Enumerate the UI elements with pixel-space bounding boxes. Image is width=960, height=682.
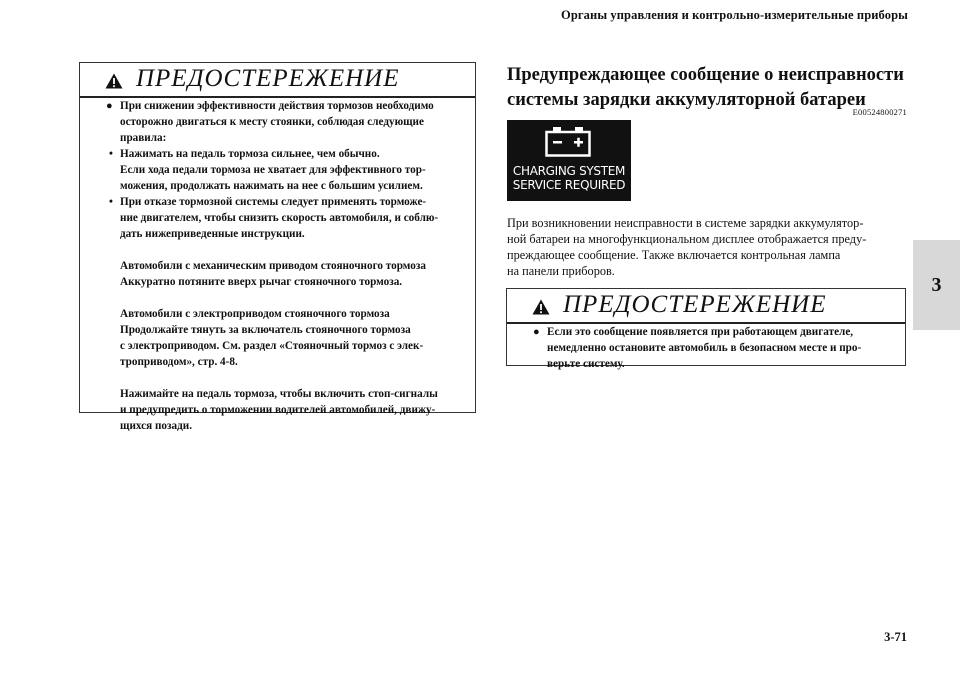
text-line: верьте систему. (547, 358, 625, 370)
running-header: Органы управления и контрольно-измерительные приборы (561, 8, 908, 22)
text-line: и предупредить о торможении водителей автомобилей, движу- (120, 404, 436, 416)
bullet-item (533, 324, 891, 372)
text-line: дать нижеприведенные инструкции. (120, 228, 305, 240)
text-line: • Нажимать на педаль тормоза сильнее, чем обычно. (120, 148, 380, 160)
text-line: с электроприводом. См. раздел «Стояночный тормоз с элек- (120, 340, 424, 352)
subsection-heading: Автомобили с электроприводом стояночного тормоза (120, 308, 390, 320)
text-line: правила: (120, 132, 167, 144)
text-line: можения, продолжать нажимать на нее с большим усилием. (120, 180, 423, 192)
warning-triangle-icon (532, 299, 550, 315)
section-title-line: системы зарядки аккумуляторной батареи (507, 90, 866, 110)
sub-bullet-item (106, 146, 461, 194)
warning-box-brakes (79, 62, 476, 432)
text-line: При возникновении неисправности в системе зарядки аккумулятор- (507, 216, 864, 230)
section-title (507, 63, 907, 113)
text-line: ● Если это сообщение появляется при работающем двигателе, (547, 326, 854, 338)
text-line: щихся позади. (120, 420, 193, 432)
section-title-line: Предупреждающее сообщение о неисправности (507, 65, 904, 85)
warning-triangle-icon (105, 73, 123, 89)
text-line: Если хода педали тормоза не хватает для эффективного тор- (120, 164, 426, 176)
display-message (507, 164, 631, 192)
display-line: SERVICE REQUIRED (512, 178, 626, 192)
text-line: на панели приборов. (507, 264, 615, 278)
warning-title: ПРЕДОСТЕРЕЖЕНИЕ (136, 65, 400, 92)
sub-bullet-item (106, 194, 461, 242)
warning-header (80, 63, 475, 98)
warning-body (507, 324, 905, 372)
chapter-number: 3 (931, 273, 942, 296)
warning-body (80, 98, 475, 434)
subsection-heading: Автомобили с механическим приводом стояночного тормоза (120, 260, 426, 272)
text-line: • При отказе тормозной системы следует применять торможе- (120, 196, 427, 208)
text-line: троприводом», стр. 4-8. (120, 356, 238, 368)
text-line: ной батареи на многофункциональном дисплее отображается преду- (507, 232, 867, 246)
subsection-manual-brake (106, 258, 461, 290)
subsection-electric-brake (106, 306, 461, 370)
page-number: 3-71 (884, 630, 907, 644)
text-line: Продолжайте тянуть за включатель стояночного тормоза (120, 324, 411, 336)
text-line: осторожно двигаться к месту стоянки, соблюдая следующие (120, 116, 424, 128)
bullet-item (106, 98, 461, 146)
warning-box-charging (506, 288, 906, 370)
chapter-tab (913, 240, 960, 330)
text-line: ние двигателем, чтобы снизить скорость автомобиля, и соблю- (120, 212, 439, 224)
text-line: немедленно остановите автомобиль в безопасном месте и про- (547, 342, 862, 354)
text-line: преждающее сообщение. Также включается контрольная лампа (507, 248, 841, 262)
text-line: Нажимайте на педаль тормоза, чтобы включить стоп-сигналы (120, 388, 438, 400)
text-line: Аккуратно потяните вверх рычаг стояночного тормоза. (120, 276, 403, 288)
battery-icon (545, 127, 591, 157)
warning-header (507, 289, 905, 324)
section-body (507, 215, 907, 279)
section-code: E00524800271 (852, 107, 907, 117)
charging-system-display (507, 120, 631, 201)
text-line: ● При снижении эффективности действия тормозов необходимо (120, 100, 434, 112)
warning-title: ПРЕДОСТЕРЕЖЕНИЕ (563, 291, 827, 318)
subsection-brake-lights (106, 386, 461, 434)
display-line: CHARGING SYSTEM (512, 164, 626, 178)
